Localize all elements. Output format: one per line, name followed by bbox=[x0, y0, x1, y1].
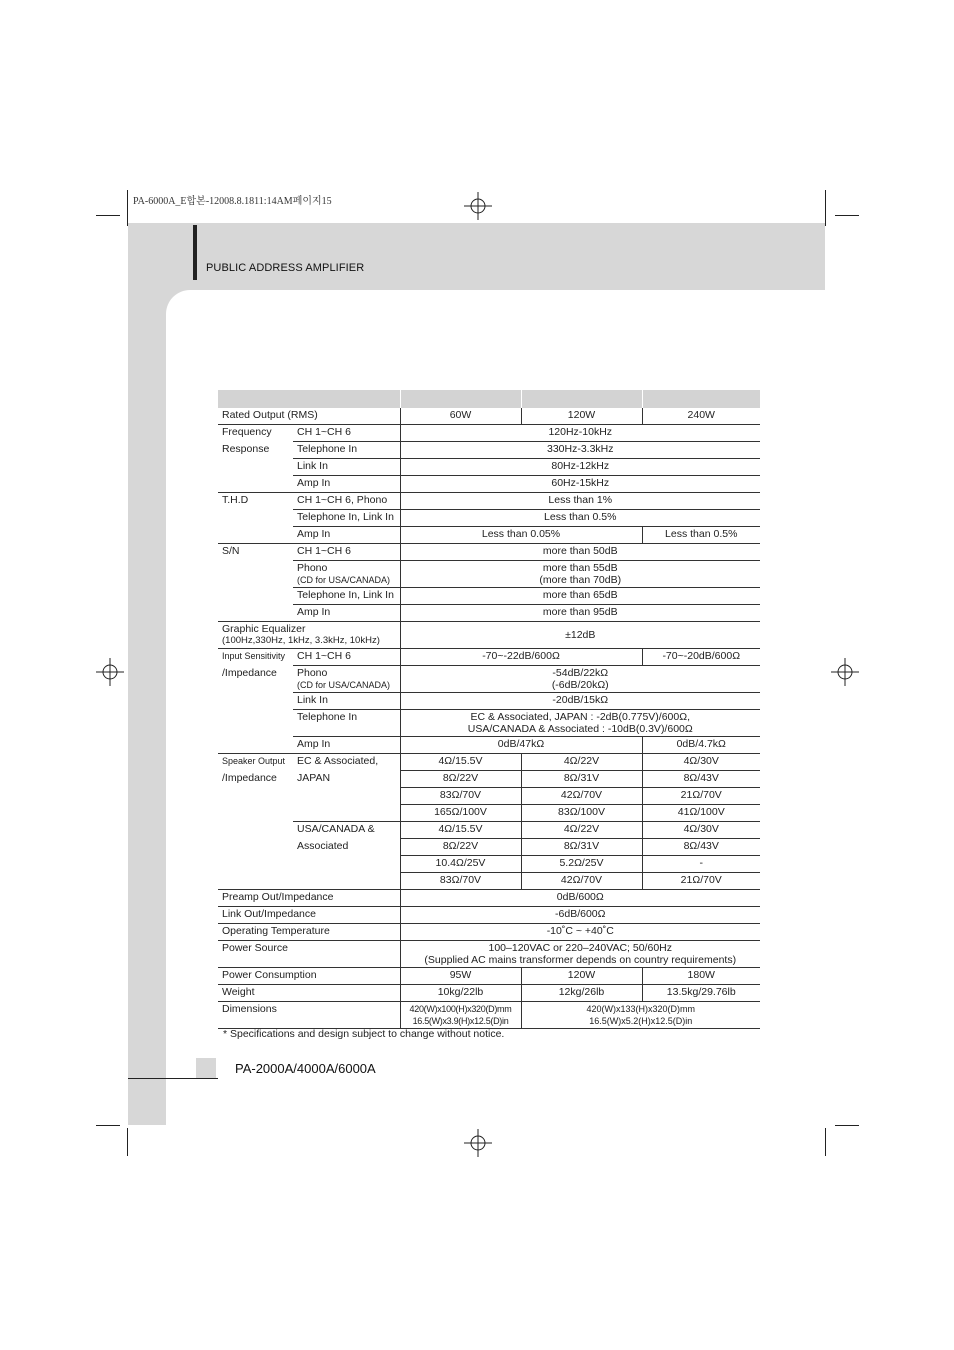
table-row: Amp In more than 95dB bbox=[218, 605, 760, 622]
crop-mark bbox=[127, 1128, 128, 1156]
registration-mark-icon bbox=[464, 1129, 492, 1157]
table-row: Weight 10kg/22lb 12kg/26lb 13.5kg/29.76lb bbox=[218, 985, 760, 1002]
table-row: Associated 8Ω/22V 8Ω/31V 8Ω/43V bbox=[218, 839, 760, 856]
table-row: Phono (CD for USA/CANADA) more than 55dB (more than 70dB) bbox=[218, 561, 760, 588]
header-band bbox=[128, 223, 825, 290]
side-band bbox=[128, 223, 166, 1125]
table-row: 83Ω/70V 42Ω/70V 21Ω/70V bbox=[218, 873, 760, 890]
table-row: Power Consumption 95W 120W 180W bbox=[218, 968, 760, 985]
table-row: T.H.D CH 1~CH 6, Phono Less than 1% bbox=[218, 493, 760, 510]
table-row: Amp In 0dB/47kΩ 0dB/4.7kΩ bbox=[218, 737, 760, 754]
crop-mark bbox=[96, 215, 120, 216]
print-info: PA-6000A_E합본-12008.8.1811:14AM페이지15 bbox=[133, 196, 332, 207]
table-row: Speaker Output EC & Associated, 4Ω/15.5V 4Ω/22V 4Ω/30V bbox=[218, 754, 760, 771]
crop-mark bbox=[835, 1125, 859, 1126]
table-row: Telephone In EC & Associated, JAPAN : -2dB(0.775V)/600Ω, USA/CANADA & Associated : -10dB(0.3V)/600Ω bbox=[218, 710, 760, 737]
table-row: /Impedance Phono (CD for USA/CANADA) -54dB/22kΩ (-6dB/20kΩ) bbox=[218, 666, 760, 693]
table-row: Dimensions 420(W)x100(H)x320(D)mm 16.5(W)x3.9(H)x12.5(D)in 420(W)x133(H)x320(D)mm 16.5(W)x5.2(H)x12.5(D)in bbox=[218, 1002, 760, 1029]
table-row: Preamp Out/Impedance 0dB/600Ω bbox=[218, 890, 760, 907]
band-corner bbox=[166, 290, 190, 314]
crop-mark bbox=[96, 1125, 120, 1126]
header-title: PUBLIC ADDRESS AMPLIFIER bbox=[206, 262, 365, 274]
table-row: Frequency CH 1~CH 6 120Hz-10kHz bbox=[218, 425, 760, 442]
table-row: Amp In 60Hz-15kHz bbox=[218, 476, 760, 493]
table-row: 10.4Ω/25V 5.2Ω/25V - bbox=[218, 856, 760, 873]
table-row: Link Out/Impedance -6dB/600Ω bbox=[218, 907, 760, 924]
header-accent-bar bbox=[193, 225, 197, 280]
table-row: Operating Temperature -10˚C ~ +40˚C bbox=[218, 924, 760, 941]
registration-mark-icon bbox=[96, 658, 124, 686]
table-row: USA/CANADA & 4Ω/15.5V 4Ω/22V 4Ω/30V bbox=[218, 822, 760, 839]
table-row: Rated Output (RMS) 60W 120W 240W bbox=[218, 408, 760, 425]
registration-mark-icon bbox=[464, 192, 492, 220]
table-row: Telephone In, Link In Less than 0.5% bbox=[218, 510, 760, 527]
table-row: 83Ω/70V 42Ω/70V 21Ω/70V bbox=[218, 788, 760, 805]
model-number: PA-2000A/4000A/6000A bbox=[235, 1061, 376, 1076]
table-row: Telephone In, Link In more than 65dB bbox=[218, 588, 760, 605]
table-row: 165Ω/100V 83Ω/100V 41Ω/100V bbox=[218, 805, 760, 822]
table-row: Graphic Equalizer (100Hz,330Hz, 1kHz, 3.3kHz, 10kHz) ±12dB bbox=[218, 622, 760, 649]
table-header-row bbox=[218, 390, 760, 408]
footer-tab bbox=[196, 1058, 216, 1078]
table-row: Link In -20dB/15kΩ bbox=[218, 693, 760, 710]
spec-table bbox=[218, 390, 760, 1029]
table-row: /Impedance JAPAN 8Ω/22V 8Ω/31V 8Ω/43V bbox=[218, 771, 760, 788]
crop-mark bbox=[835, 215, 859, 216]
table-row: S/N CH 1~CH 6 more than 50dB bbox=[218, 544, 760, 561]
footnote: * Specifications and design subject to change without notice. bbox=[223, 1028, 505, 1040]
table-row: Response Telephone In 330Hz-3.3kHz bbox=[218, 442, 760, 459]
table-row: Power Source 100–120VAC or 220–240VAC; 50/60Hz (Supplied AC mains transformer depends on country requirements) bbox=[218, 941, 760, 968]
table-row: Input Sensitivity CH 1~CH 6 -70~-22dB/600Ω -70~-20dB/600Ω bbox=[218, 649, 760, 666]
footer-rule bbox=[128, 1078, 218, 1079]
table-row: Link In 80Hz-12kHz bbox=[218, 459, 760, 476]
registration-mark-icon bbox=[831, 658, 859, 686]
crop-mark bbox=[825, 190, 826, 226]
crop-mark bbox=[127, 190, 128, 226]
table-row: Amp In Less than 0.05% Less than 0.5% bbox=[218, 527, 760, 544]
crop-mark bbox=[825, 1128, 826, 1156]
